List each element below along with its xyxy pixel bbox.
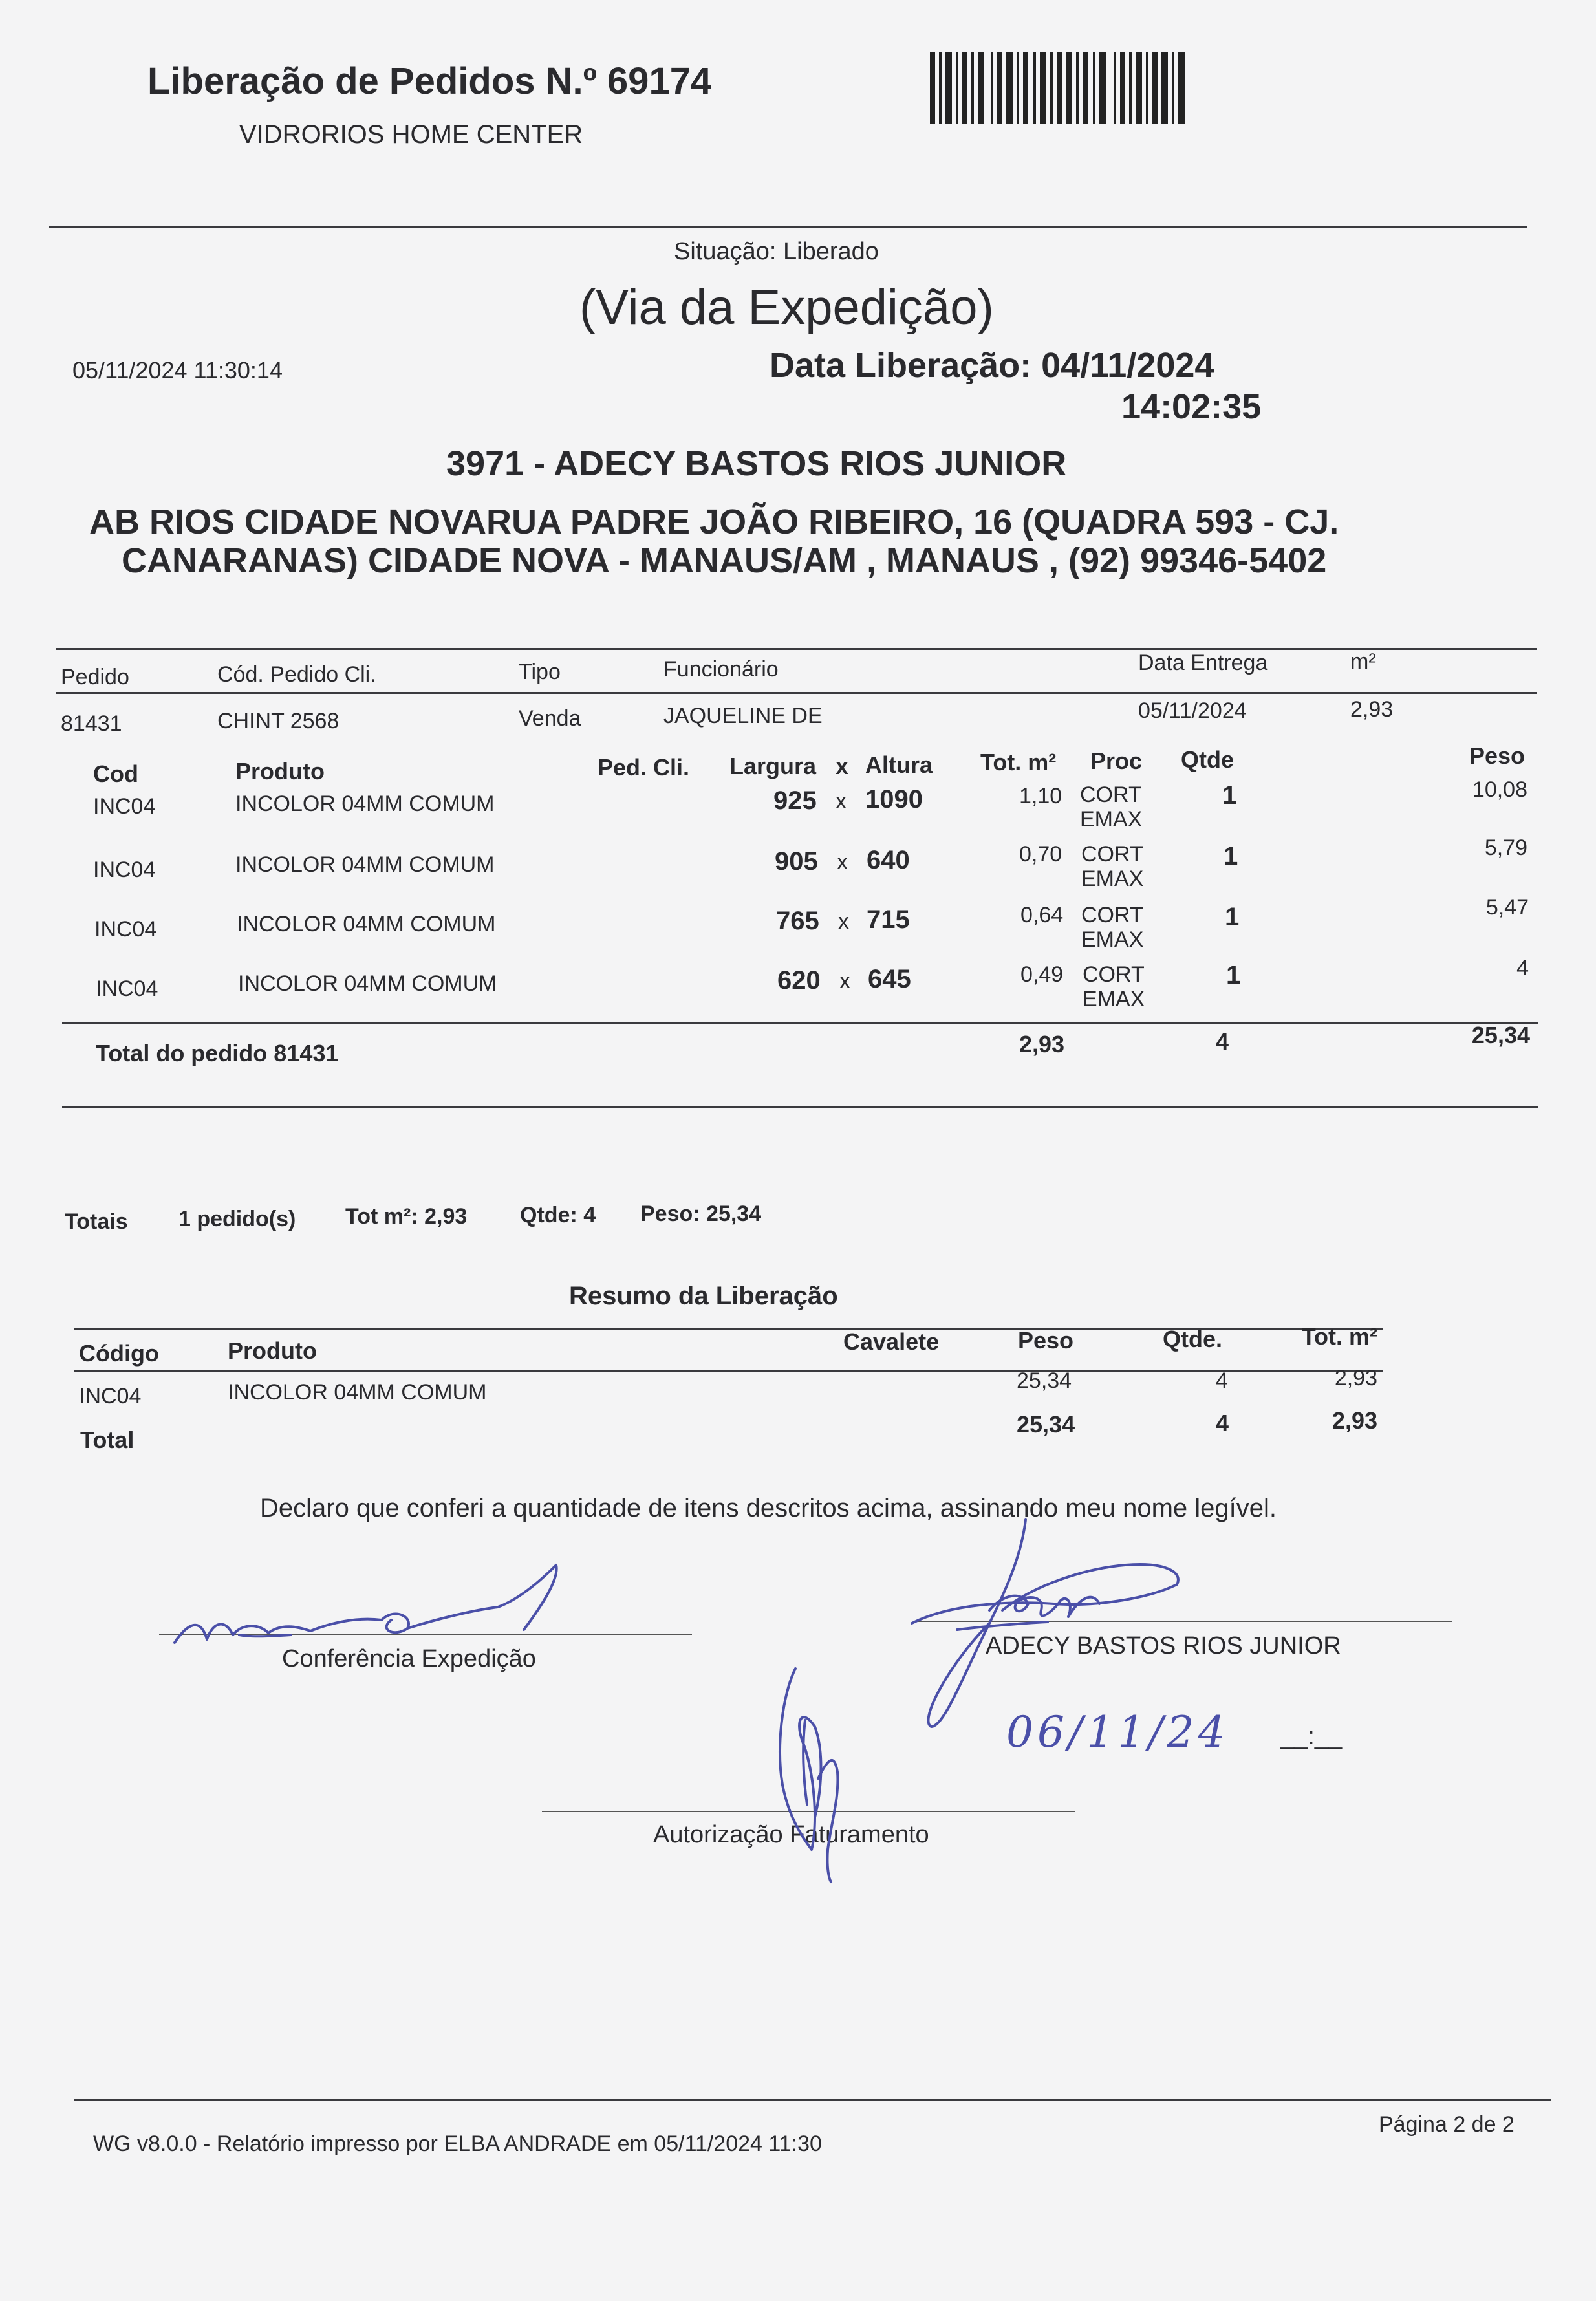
item-qtde: 1 [1224,842,1238,870]
item-peso: 10,08 [1472,777,1527,802]
totals-qtde: Qtde: 4 [520,1203,596,1227]
item-altura: 640 [867,846,910,874]
items-col-tot-m2: Tot. m² [980,749,1057,775]
order-pedido: 81431 [61,711,122,736]
order-total-label: Total do pedido 81431 [96,1040,339,1066]
barcode-icon [930,52,1189,124]
items-col-x: x [836,753,849,779]
col-m2: m² [1350,649,1376,674]
item-proc-1: CORT [1081,842,1143,867]
items-total-line [62,1022,1538,1024]
item-altura: 715 [867,905,910,934]
summary-codigo: INC04 [79,1384,142,1409]
item-peso: 5,47 [1485,895,1529,920]
status-label: Situação: Liberado [674,238,879,265]
summary-col-tot-m2: Tot. m² [1301,1323,1377,1350]
summary-produto: INCOLOR 04MM COMUM [228,1380,487,1405]
order-total-qtde: 4 [1216,1028,1229,1055]
item-cod: INC04 [96,977,158,1001]
summary-col-cavalete: Cavalete [843,1328,940,1355]
summary-total-qtde: 4 [1216,1410,1229,1436]
col-tipo: Tipo [519,660,561,684]
client-name: 3971 - ADECY BASTOS RIOS JUNIOR [446,444,1067,483]
footer-divider [74,2099,1551,2101]
item-produto: INCOLOR 04MM COMUM [235,792,495,816]
items-col-proc: Proc [1090,748,1143,774]
signature-label-conferencia: Conferência Expedição [282,1645,536,1672]
summary-col-qtde: Qtde. [1163,1326,1223,1352]
signature-label-autorizacao: Autorização Faturamento [653,1821,929,1848]
summary-peso: 25,34 [1017,1368,1072,1393]
order-tipo: Venda [519,706,581,731]
item-produto: INCOLOR 04MM COMUM [238,971,497,996]
order-data-entrega: 05/11/2024 [1138,698,1247,723]
item-proc-1: CORT [1080,783,1142,807]
print-datetime: 05/11/2024 11:30:14 [72,357,283,384]
item-peso: 5,79 [1484,836,1527,860]
item-cod: INC04 [93,794,156,819]
authorization-signature [757,1656,860,1888]
time-blank: __:__ [1280,1723,1343,1750]
summary-col-produto: Produto [228,1337,317,1364]
item-x: x [837,850,848,874]
items-bottom-line [62,1106,1538,1108]
summary-title: Resumo da Liberação [569,1282,838,1310]
items-col-cod: Cod [93,761,138,787]
totals-label: Totais [65,1209,128,1234]
col-pedido: Pedido [61,665,129,689]
item-largura: 765 [776,907,819,935]
item-tot-m2: 1,10 [1019,784,1062,808]
conferencia-signature [162,1559,576,1649]
items-col-altura: Altura [865,751,933,778]
summary-qtde: 4 [1216,1368,1228,1393]
item-x: x [836,789,847,814]
item-proc-2: EMAX [1081,927,1144,952]
item-peso: 4 [1516,956,1529,980]
order-funcionario: JAQUELINE DE [663,704,823,728]
summary-col-codigo: Código [79,1340,159,1367]
col-cod-pedido-cli: Cód. Pedido Cli. [217,662,376,687]
order-table-header-line [56,692,1537,694]
items-col-peso: Peso [1469,742,1526,769]
item-produto: INCOLOR 04MM COMUM [235,852,495,877]
summary-col-peso: Peso [1018,1327,1074,1354]
company-name: VIDRORIOS HOME CENTER [239,120,583,149]
item-proc-1: CORT [1083,962,1145,987]
item-largura: 905 [775,847,818,876]
totals-m2: Tot m²: 2,93 [345,1204,468,1229]
item-tot-m2: 0,64 [1020,903,1064,927]
declaration-text: Declaro que conferi a quantidade de itens descritos acima, assinando meu nome legível. [260,1494,1277,1522]
order-total-m2: 2,93 [1019,1031,1065,1057]
item-largura: 620 [777,966,821,995]
summary-total-tot-m2: 2,93 [1332,1407,1377,1434]
items-col-largura: Largura [729,753,817,779]
item-tot-m2: 0,49 [1020,962,1064,987]
item-cod: INC04 [93,858,156,882]
item-proc-1: CORT [1081,903,1143,927]
item-proc-2: EMAX [1080,807,1143,832]
totals-peso: Peso: 25,34 [640,1202,762,1226]
client-address-line2: CANARANAS) CIDADE NOVA - MANAUS/AM , MANAUS , (92) 99346-5402 [122,541,1327,580]
item-qtde: 1 [1222,781,1237,810]
col-data-entrega: Data Entrega [1138,651,1268,675]
release-date: Data Liberação: 04/11/2024 [770,346,1214,385]
release-time: 14:02:35 [1121,387,1262,426]
item-qtde: 1 [1226,961,1241,989]
item-tot-m2: 0,70 [1019,842,1062,867]
summary-total-peso: 25,34 [1017,1411,1075,1438]
order-cod-pedido-cli: CHINT 2568 [217,709,340,733]
summary-header-line [74,1370,1383,1372]
order-table-top [56,648,1537,650]
signature-label-cliente: ADECY BASTOS RIOS JUNIOR [986,1632,1341,1659]
handwritten-date: 06/11/24 [1006,1707,1229,1757]
items-col-ped-cli: Ped. Cli. [598,754,690,781]
document-title: Liberação de Pedidos N.º 69174 [147,60,712,102]
client-signature [892,1513,1190,1733]
order-total-peso: 25,34 [1471,1022,1530,1048]
summary-total-label: Total [80,1427,135,1453]
page-number: Página 2 de 2 [1379,2112,1515,2137]
item-x: x [839,969,850,993]
item-x: x [838,909,849,934]
item-altura: 1090 [865,785,923,814]
footer-print-info: WG v8.0.0 - Relatório impresso por ELBA ANDRADE em 05/11/2024 11:30 [93,2132,822,2156]
col-funcionario: Funcionário [663,657,779,682]
item-proc-2: EMAX [1081,867,1144,891]
item-largura: 925 [773,786,817,815]
client-address-line1: AB RIOS CIDADE NOVARUA PADRE JOÃO RIBEIRO, 16 (QUADRA 593 - CJ. [89,502,1339,541]
summary-tot-m2: 2,93 [1334,1366,1377,1390]
items-col-produto: Produto [235,758,325,784]
item-qtde: 1 [1225,903,1240,931]
order-m2: 2,93 [1350,697,1394,722]
items-col-qtde: Qtde [1181,746,1235,773]
item-cod: INC04 [94,917,157,942]
item-produto: INCOLOR 04MM COMUM [237,912,496,936]
copy-type: (Via da Expedição) [579,280,994,335]
item-proc-2: EMAX [1083,987,1145,1011]
totals-pedidos: 1 pedido(s) [178,1207,296,1231]
item-altura: 645 [868,965,911,993]
header-divider [49,226,1527,228]
